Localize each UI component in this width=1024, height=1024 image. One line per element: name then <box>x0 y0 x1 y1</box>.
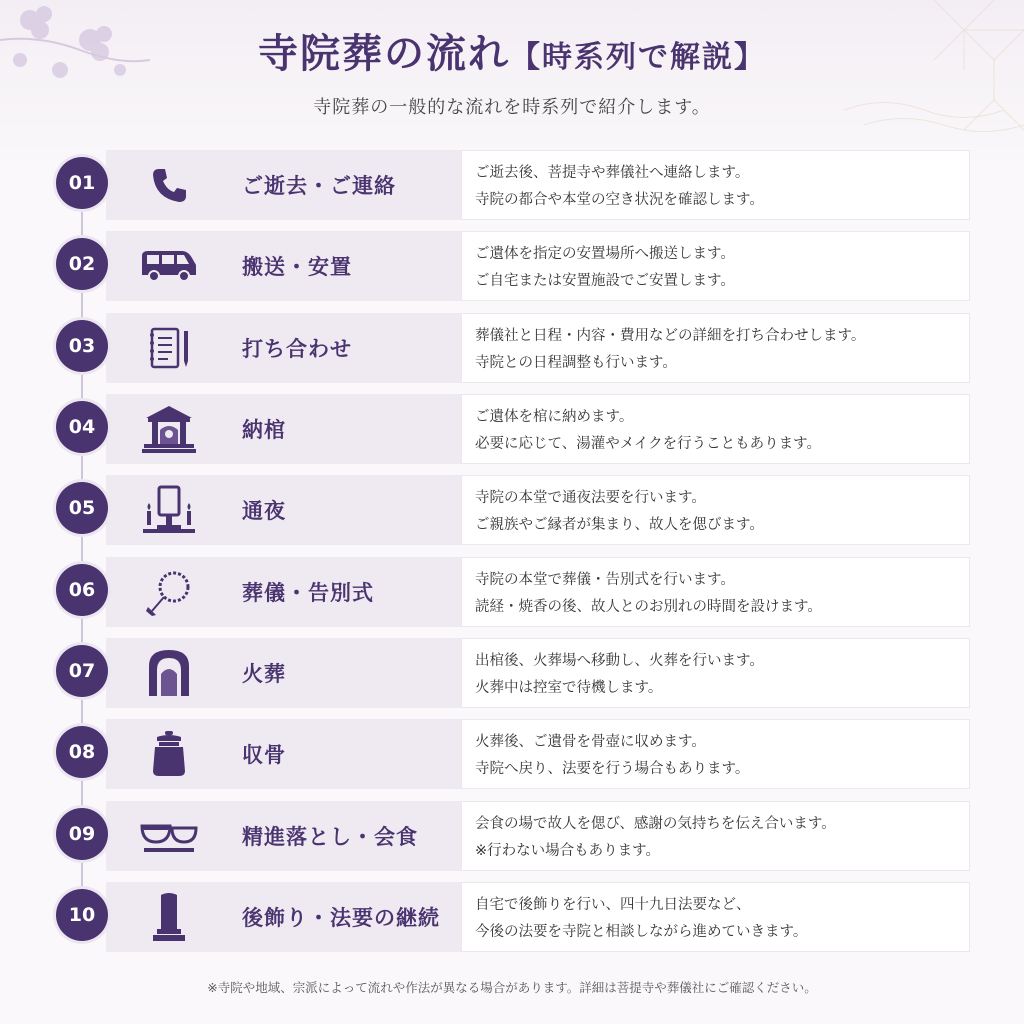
step-title: 通夜 <box>242 498 286 523</box>
step-description <box>461 475 970 545</box>
step-description-line: 火葬中は控室で待機します。 <box>475 680 663 696</box>
step-number: 09 <box>56 808 108 860</box>
step-03 <box>56 313 970 383</box>
step-description <box>461 231 970 301</box>
step-description-line: 会食の場で故人を偲び、感謝の気持ちを伝え合います。 <box>475 816 836 832</box>
step-description-line: ご自宅または安置施設でご安置します。 <box>475 273 735 289</box>
step-01 <box>56 150 970 220</box>
step-06 <box>56 557 970 627</box>
step-description-line: ご遺体を指定の安置場所へ搬送します。 <box>475 246 735 262</box>
step-description <box>461 557 970 627</box>
step-title: 納棺 <box>242 417 286 442</box>
step-description <box>461 801 970 871</box>
step-description-line: 出棺後、火葬場へ移動し、火葬を行います。 <box>475 653 764 669</box>
step-number: 01 <box>56 157 108 209</box>
step-number: 05 <box>56 482 108 534</box>
step-title: 収骨 <box>242 742 286 767</box>
step-title: 搬送・安置 <box>242 254 352 279</box>
step-title: 葬儀・告別式 <box>242 580 374 605</box>
step-02 <box>56 231 970 301</box>
step-description-line: 必要に応じて、湯灌やメイクを行うこともあります。 <box>475 436 821 452</box>
step-number: 02 <box>56 238 108 290</box>
step-description-line: 寺院へ戻り、法要を行う場合もあります。 <box>475 761 750 777</box>
prayer-beads-icon <box>134 567 204 617</box>
step-title: 精進落とし・会食 <box>242 824 418 849</box>
step-description <box>461 394 970 464</box>
notebook-icon <box>134 323 204 373</box>
memorial-tablet-icon <box>134 892 204 942</box>
step-number: 07 <box>56 645 108 697</box>
step-title: ご逝去・ご連絡 <box>242 173 396 198</box>
step-description-line: 寺院の本堂で葬儀・告別式を行います。 <box>475 572 735 588</box>
step-09 <box>56 801 970 871</box>
step-title: 打ち合わせ <box>242 336 352 361</box>
page-title-sub: 【時系列で解説】 <box>510 40 766 75</box>
step-05 <box>56 475 970 545</box>
step-description-line: ご親族やご縁者が集まり、故人を偲びます。 <box>475 517 764 533</box>
step-number: 06 <box>56 564 108 616</box>
step-number: 03 <box>56 320 108 372</box>
step-description <box>461 719 970 789</box>
step-number: 08 <box>56 726 108 778</box>
step-title: 火葬 <box>242 661 286 686</box>
step-description-line: 寺院との日程調整も行います。 <box>475 355 677 371</box>
step-description-line: ご逝去後、菩提寺や葬儀社へ連絡します。 <box>475 165 750 181</box>
step-description-line: 火葬後、ご遺骨を骨壺に収めます。 <box>475 734 706 750</box>
step-description-line: ご遺体を棺に納めます。 <box>475 409 634 425</box>
portrait-candles-icon <box>134 485 204 535</box>
meal-bowls-icon <box>134 811 204 861</box>
phone-icon <box>134 160 204 210</box>
step-description-line: ※行わない場合もあります。 <box>475 843 660 859</box>
altar-icon <box>134 404 204 454</box>
footer-note: ※寺院や地域、宗派によって流れや作法が異なる場合があります。詳細は菩提寺や葬儀社にご確認ください。 <box>207 980 817 995</box>
urn-icon <box>134 729 204 779</box>
hearse-icon <box>134 241 204 291</box>
step-description <box>461 313 970 383</box>
step-title: 後飾り・法要の継続 <box>242 905 440 930</box>
step-number: 10 <box>56 889 108 941</box>
step-description <box>461 150 970 220</box>
step-description <box>461 638 970 708</box>
step-description-line: 寺院の本堂で通夜法要を行います。 <box>475 490 706 506</box>
step-description-line: 今後の法要を寺院と相談しながら進めていきます。 <box>475 924 808 940</box>
step-description-line: 自宅で後飾りを行い、四十九日法要など、 <box>475 897 751 913</box>
step-description <box>461 882 970 952</box>
furnace-icon <box>134 648 204 698</box>
step-description-line: 葬儀社と日程・内容・費用などの詳細を打ち合わせします。 <box>475 328 866 344</box>
step-08 <box>56 719 970 789</box>
step-07 <box>56 638 970 708</box>
step-number: 04 <box>56 401 108 453</box>
step-04 <box>56 394 970 464</box>
step-10 <box>56 882 970 952</box>
step-description-line: 寺院の都合や本堂の空き状況を確認します。 <box>475 192 764 208</box>
page-title-main: 寺院葬の流れ <box>258 30 510 77</box>
page-header <box>0 22 1024 119</box>
page-subtitle: 寺院葬の一般的な流れを時系列で紹介します。 <box>313 97 711 118</box>
step-description-line: 読経・焼香の後、故人とのお別れの時間を設けます。 <box>475 599 822 615</box>
page-title <box>0 22 1024 79</box>
